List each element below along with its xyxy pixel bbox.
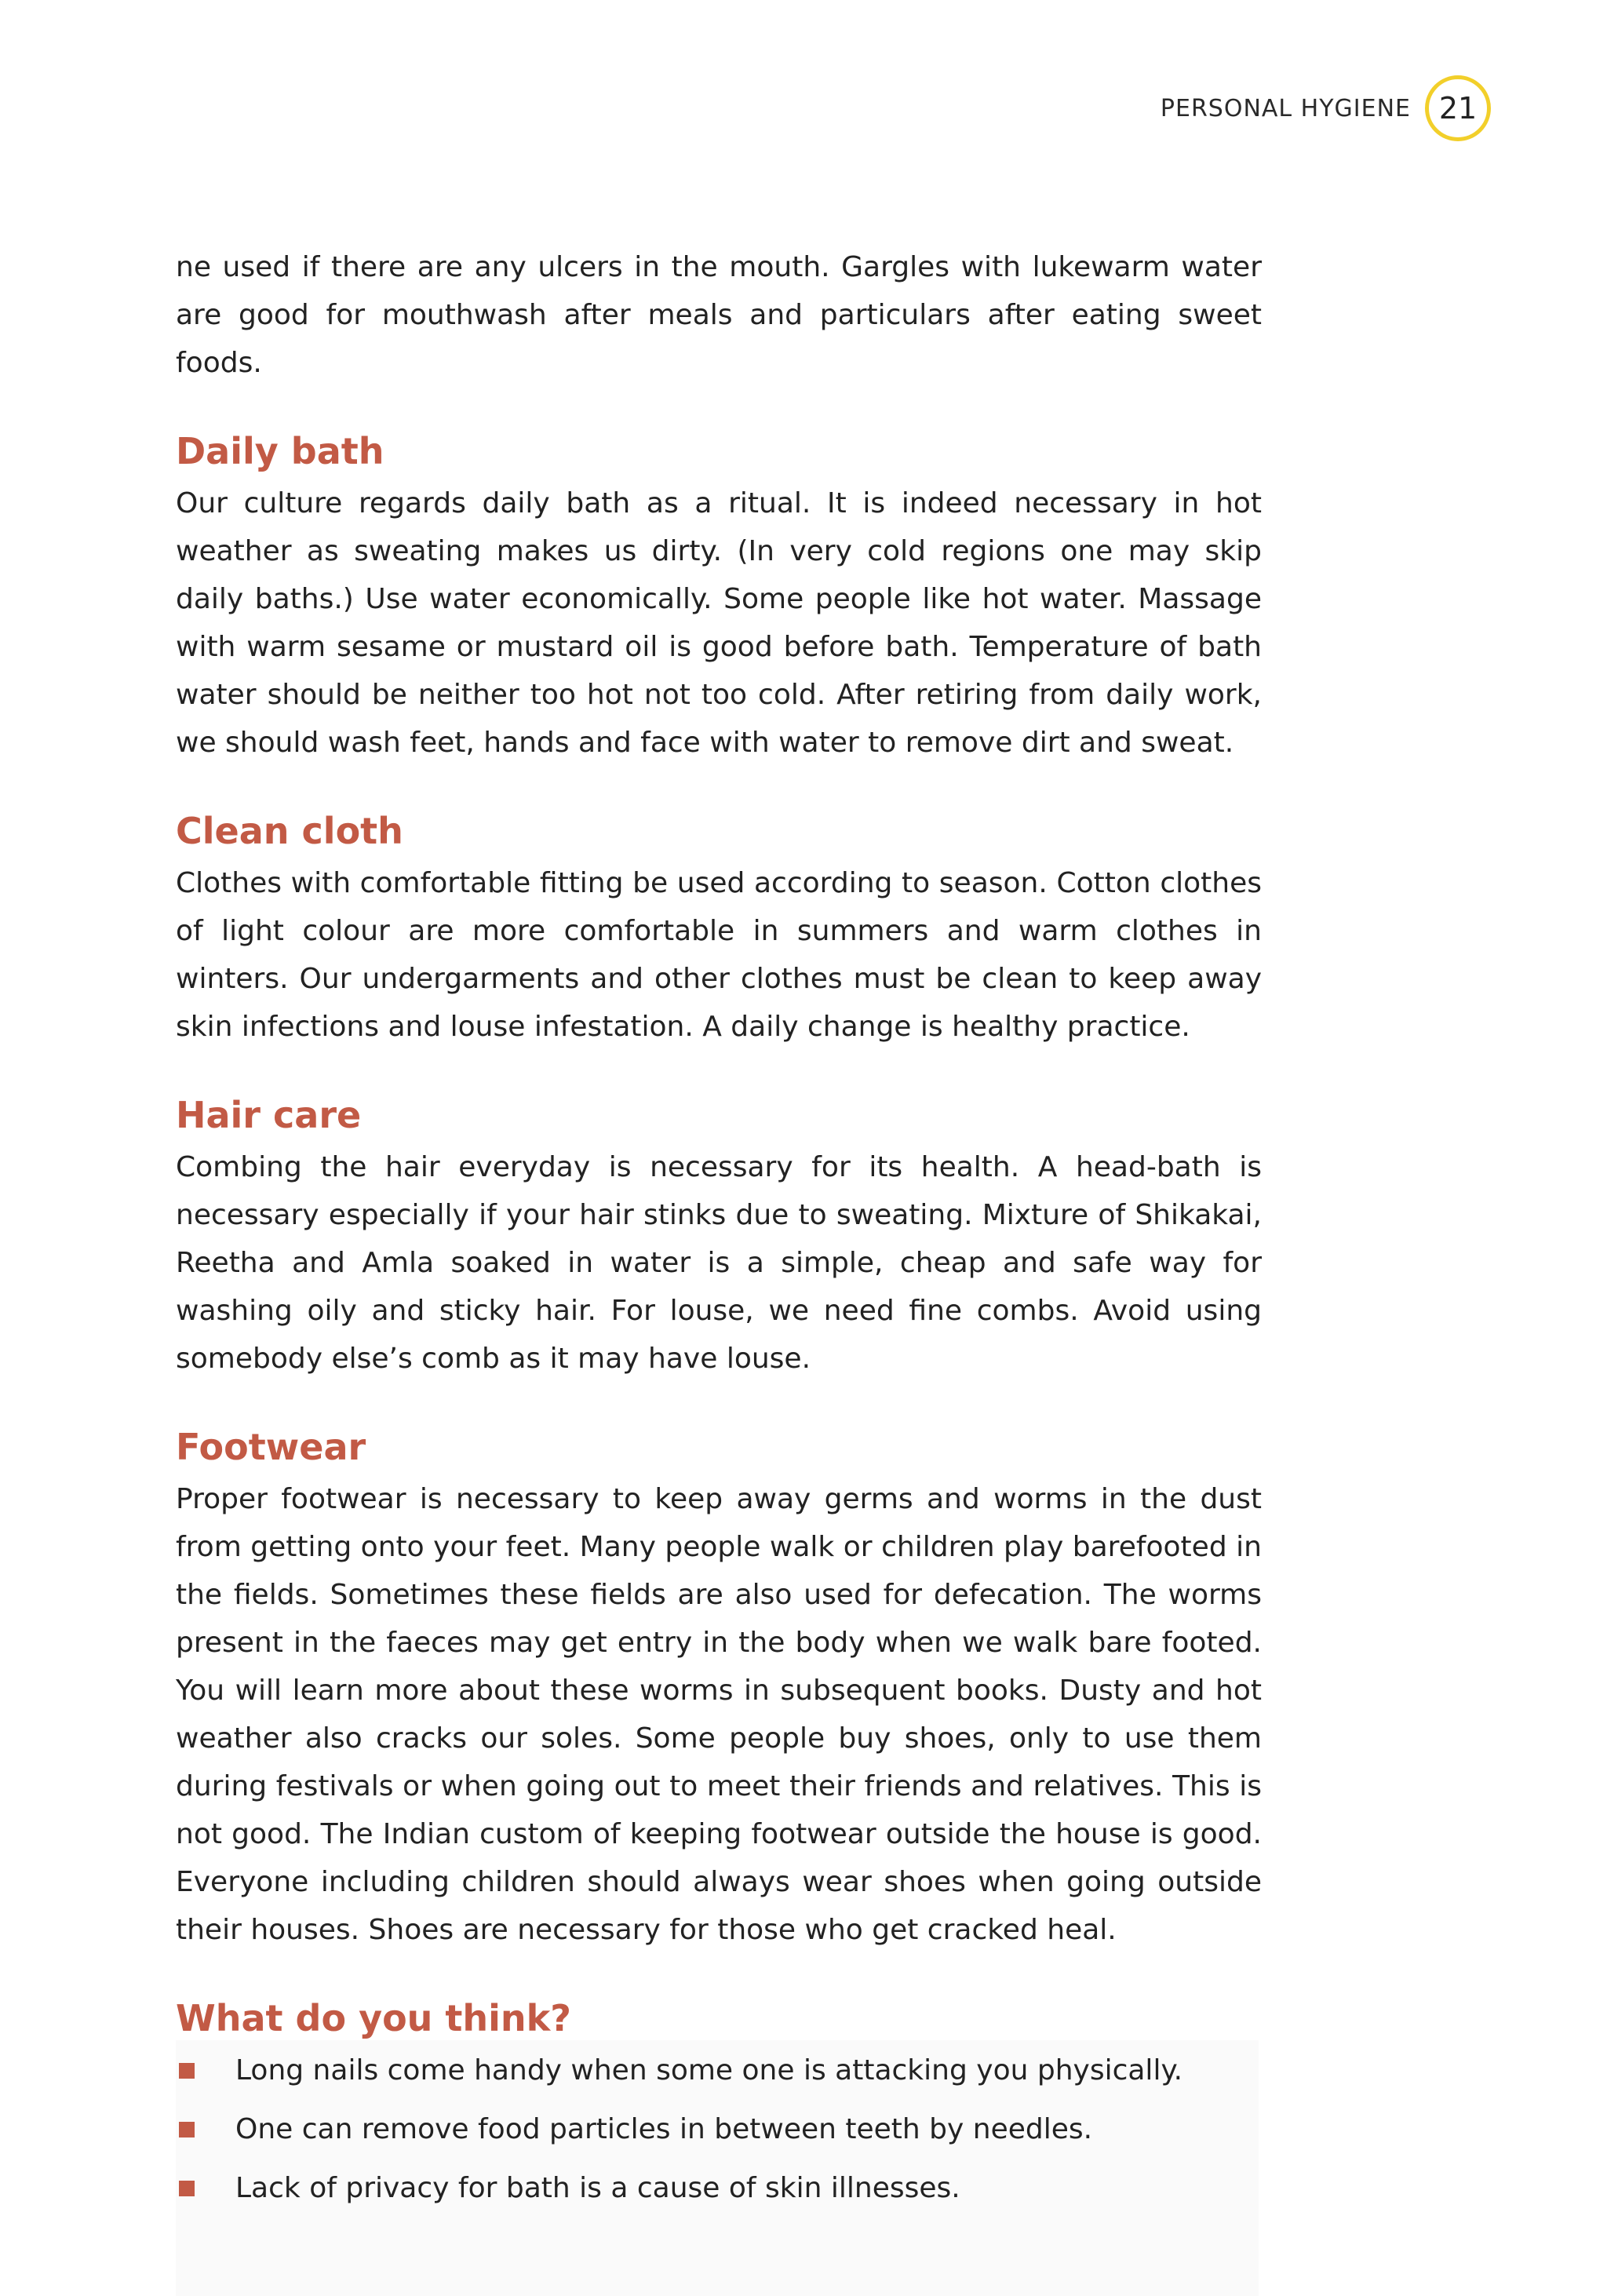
list-item <box>176 2164 1262 2212</box>
section-footwear <box>176 1423 1262 1954</box>
list-item-text: Long nails come handy when some one is attacking you physically. <box>235 2054 1183 2086</box>
square-bullet-icon <box>179 2063 195 2079</box>
square-bullet-icon <box>179 2122 195 2137</box>
section-heading: Clean cloth <box>176 810 403 852</box>
section-heading: Daily bath <box>176 430 384 472</box>
list-item <box>176 2105 1262 2153</box>
section-body: Combing the hair everyday is necessary for its health. A head-bath is necessary especially if your hair stinks due to sweating. Mixture of Shikakai, Reetha and Amla soaked in water is a simple, cheap and safe way for washing oily and sticky hair. For louse, we need fine combs. Avoid using somebody else’s comb as it may have louse. <box>176 1151 1262 1375</box>
intro-paragraph: ne used if there are any ulcers in the mouth. Gargles with lukewarm water are good for mouthwash after meals and particulars after eating sweet foods. <box>176 251 1262 379</box>
page-number: 21 <box>1425 75 1491 141</box>
list-item-text: One can remove food particles in between teeth by needles. <box>235 2113 1093 2145</box>
chapter-title: PERSONAL HYGIENE <box>1160 94 1411 122</box>
section-body: Clothes with comfortable fitting be used according to season. Cotton clothes of light colour are more comfortable in summers and warm clothes in winters. Our undergarments and other clothes must be clean to keep away skin infections and louse infestation. A daily change is healthy practice. <box>176 867 1262 1043</box>
page-content <box>176 243 1262 2223</box>
section-daily-bath <box>176 428 1262 767</box>
section-body: Our culture regards daily bath as a ritual. It is indeed necessary in hot weather as sweating makes us dirty. (In very cold regions one may skip daily baths.) Use water economically. Some people like hot water. Massage with warm sesame or mustard oil is good before bath. Temperature of bath water should be neither too hot not too cold. After retiring from daily work, we should wash feet, hands and face with water to remove dirt and sweat. <box>176 487 1262 759</box>
section-heading: Hair care <box>176 1094 362 1136</box>
section-clean-cloth <box>176 807 1262 1051</box>
section-hair-care <box>176 1092 1262 1383</box>
list-item <box>176 2046 1262 2094</box>
question-list <box>176 2046 1262 2212</box>
running-header <box>1161 75 1491 141</box>
section-heading: What do you think? <box>176 1997 571 2039</box>
list-item-text: Lack of privacy for bath is a cause of skin illnesses. <box>235 2172 960 2204</box>
section-body: Proper footwear is necessary to keep away germs and worms in the dust from getting onto your feet. Many people walk or children play barefooted in the fields. Sometimes these fields are also used for defecation. The worms present in the faeces may get entry in the body when we walk bare footed. You will learn more about these worms in subsequent books. Dusty and hot weather also cracks our soles. Some people buy shoes, only to use them during festivals or when going out to meet their friends and relatives. This is not good. The Indian custom of keeping footwear outside the house is good. Everyone including children should always wear shoes when going outside their houses. Shoes are necessary for those who get cracked heal. <box>176 1483 1262 1946</box>
section-what-do-you-think <box>176 1995 1262 2212</box>
square-bullet-icon <box>179 2181 195 2196</box>
section-heading: Footwear <box>176 1426 366 1468</box>
